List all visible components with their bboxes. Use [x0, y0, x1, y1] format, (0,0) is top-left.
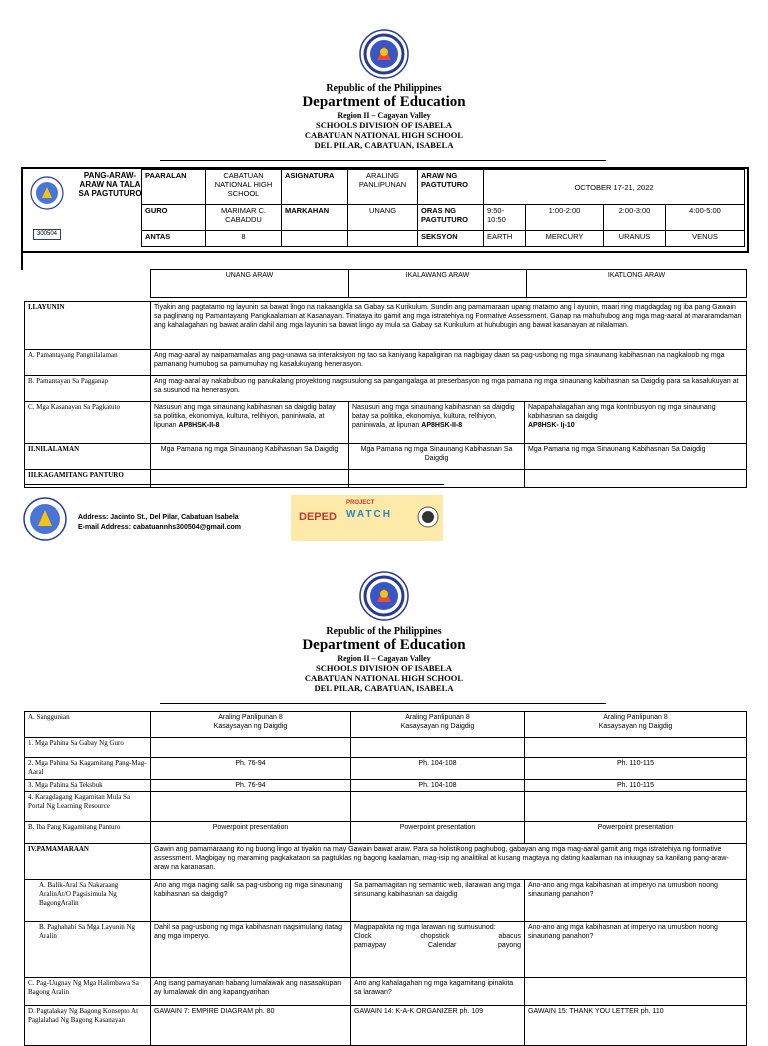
lr-label: 4. Karagdagang Kagamitan Mula Sa Portal Ng Learning Resource [25, 792, 151, 822]
code-day3: AP8HSK- Ij-10 [528, 422, 575, 429]
footer-address: Address: Jacinto St., Del Pilar, Cabatuan Isabela [78, 514, 239, 521]
araw-value: OCTOBER 17-21, 2022 [484, 170, 745, 205]
address-text-2: DEL PILAR, CABATUAN, ISABELA [314, 683, 454, 693]
watch-text: WATCH [346, 509, 392, 520]
guro-label: GURO [142, 205, 206, 231]
code-day1: AP8HSK-II-8 [178, 422, 220, 429]
oras-2: 1:00-2:00 [526, 205, 604, 231]
kagamitang-label: 2. Mga Pahina Sa Kagamitang Pang-Mag-Aaral [25, 758, 151, 780]
paaralan-value: CABATUAN NATIONAL HIGH SCHOOL [206, 170, 282, 205]
header-divider-2 [160, 703, 606, 704]
kasanayan-day2: Nasusuri ang mga sinaunang kabihasnan sa daigdig batay sa politika, ekonomiya, kultura, relihiyon, paniniwala, at lipunan AP8HSK-II-8 [349, 402, 525, 444]
pagtalakay-day3: GAWAIN 15: THANK YOU LETTER ph. 110 [525, 1006, 747, 1046]
footer-email: E-mail Address: cabatuannhs300504@gmail.com [78, 524, 241, 531]
balik-day3: Ano-ano ang mga kabihasnan at imperyo na umusbon noong sinaunang panahon? [525, 880, 747, 922]
pag-uugnay-day2: Ano ang kahalagahan ng mga kagamitang ipinakita sa larawan? [351, 978, 525, 1006]
balik-day2: Sa pamamagitan ng semantic web, ilarawan ang mga sinsunang kabihasnan sa daigdig [351, 880, 525, 922]
dll-title: PANG-ARAW-ARAW NA TALA SA PAGTUTURO [78, 171, 142, 198]
kasanayan-day3: Napapahalagahan ang mga kontribusyon ng mga sinaunang kabihasnan sa daigdig AP8HSK- Ij-10 [525, 402, 747, 444]
pagganap-text: Ang mag-aaral ay nakabubuo ng panukalang proyektong nagsusulong sa pangangalaga at preserbasyon ng mga pamana ng mga sinaunang kabihasnan sa Daigdig para sa kasalukuyan at sa susunod na henerasyon. [151, 376, 747, 402]
division-seal-icon [417, 505, 439, 529]
deped-logo-text: DEPED [299, 511, 337, 523]
sanggunian-day2: Araling Panlipunan 8 Kasaysayan ng Daigdig [351, 712, 525, 738]
kagamitan-label: III.KAGAMITANG PANTURO [25, 470, 151, 488]
pag-uugnay-day3 [525, 978, 747, 1006]
asignatura-label: ASIGNATURA [282, 170, 348, 205]
sanggunian-day1: Araling Panlipunan 8 Kasaysayan ng Daigdig [151, 712, 351, 738]
day-2-header: IKALAWANG ARAW [349, 270, 527, 298]
teksbuk-day1: Ph. 76-94 [151, 780, 351, 792]
address-text: DEL PILAR, CABATUAN, ISABELA [314, 140, 454, 150]
balik-day1: Ano ang mga naging salik sa pag-usbong ng mga sinaunang kabihasnan sa daigdig? [151, 880, 351, 922]
side-rule [21, 250, 23, 270]
school-id-badge: 300504 [33, 229, 61, 240]
paghahabi-label: B. Paghahabi Sa Mga Layunin Ng Aralin [25, 922, 151, 978]
pictures-row-2: pamaypay Calendar payong [354, 942, 521, 949]
iba-day2: Powerpoint presentation [351, 822, 525, 844]
division-text: SCHOOLS DIVISION OF ISABELA [316, 120, 452, 130]
day-header-table [150, 269, 747, 298]
nilalaman-day3: Mga Pamana ng mga Sinaunang Kabihasnan Sa Daigdig [525, 444, 747, 470]
markahan-label: MARKAHAN [282, 205, 348, 231]
antas-value: 8 [206, 231, 282, 247]
day-3-header: IKATLONG ARAW [527, 270, 747, 298]
kagamitang-day1: Ph. 76-94 [151, 758, 351, 780]
deped-seal-icon [359, 28, 409, 80]
iba-day3: Powerpoint presentation [525, 822, 747, 844]
nilalaman-day2: Mga Pamana ng mga Sinaunang Kabihasnan Sa Daigdig [349, 444, 525, 470]
region-text-2: Region II – Cagayan Valley [337, 654, 431, 663]
page2-header [0, 626, 768, 693]
teksbuk-day2: Ph. 104-108 [351, 780, 525, 792]
page2-table [24, 711, 747, 1046]
school-text: CABATUAN NATIONAL HIGH SCHOOL [304, 130, 464, 140]
kasanayan-day1: Nasusuri ang mga sinaunang kabihasnan sa daigdig batay sa politika, ekonomiya, kultura, relihiyon, paniniwala, at lipunan AP8HSK-II-8 [151, 402, 349, 444]
division-text-2: SCHOOLS DIVISION OF ISABELA [316, 663, 452, 673]
iba-day1: Powerpoint presentation [151, 822, 351, 844]
antas-label: ANTAS [142, 231, 206, 247]
teksbuk-day3: Ph. 110-115 [525, 780, 747, 792]
pagganap-label: B. Pamantayan Sa Pagganap [25, 376, 151, 402]
oras-label: ORAS NG PAGTUTURO [418, 205, 484, 231]
republic-text: Republic of the Philippines [326, 83, 442, 94]
pictures-row-1: Clock chopstick abacus [354, 933, 521, 940]
guro-value: MARIMAR C. CABADDU [206, 205, 282, 231]
araw-label: ARAW NG PAGTUTURO [418, 170, 484, 205]
paghahabi-day1: Dahil sa pag-usbong ng mga kabihasnan nagsimulang itatag ang mga imperyo. [151, 922, 351, 978]
oras-1: 9:50-10:50 [484, 205, 526, 231]
nilalaman-label: II.NILALAMAN [25, 444, 151, 470]
seksyon-1: EARTH [484, 231, 526, 247]
kagamitang-day2: Ph. 104-108 [351, 758, 525, 780]
pagtalakay-day1: GAWAIN 7: EMPIRE DIAGRAM ph. 80 [151, 1006, 351, 1046]
department-text: Department of Education [302, 94, 466, 110]
region-text: Region II – Cagayan Valley [337, 111, 431, 120]
pagtalakay-label: D. Pagtalakay Ng Bagong Konsepto At Paglalahad Ng Bagong Kasanayan [25, 1006, 151, 1046]
day-1-header: UNANG ARAW [151, 270, 349, 298]
pangnilalaman-label: A. Pamantayang Pangnilalaman [25, 350, 151, 376]
footer-seal-icon [22, 496, 68, 542]
header-divider [160, 160, 606, 161]
kasanayan-label: C. Mga Kasanayan Sa Pagkatuto [25, 402, 151, 444]
project-text: PROJECT [346, 500, 375, 506]
pagtalakay-day2: GAWAIN 14: K-A-K ORGANIZER ph. 109 [351, 1006, 525, 1046]
layunin-label: I.LAYUNIN [25, 302, 151, 350]
school-seal-icon [30, 175, 64, 211]
school-text-2: CABATUAN NATIONAL HIGH SCHOOL [304, 673, 464, 683]
info-table [141, 169, 745, 247]
paaralan-label: PAARALAN [142, 170, 206, 205]
pag-uugnay-label: C. Pag-Uugnay Ng Mga Halimbawa Sa Bagong Aralin [25, 978, 151, 1006]
deped-seal-icon-2 [359, 570, 409, 622]
balik-label: A. Balik-Aral Sa Nakaraang AralinAt/O Pagsisimula Ng BagongAralin [25, 880, 151, 922]
page1-bottom-rule [24, 484, 444, 485]
paghahabi-day3: Ano-ano ang mga kabihasnan at imperyo na umusbon noong sinaunang panahon? [525, 922, 747, 978]
pamamaraan-text: Gawin ang pamamaraang ito ng buong lingo at tiyakin na may Gawain bawat araw. Para sa holistikong paghubog, gabayan ang mga mag-aaral gamit ang mga istratehiya ng formative assessment. Magbigay ng maraming pagkakataon sa pagtuklas ng bagong kaalaman, mag-isip ng analitikal at kusang magtaya ng dating kaalaman na iniuugnay sa kanilang pang-araw-araw na karanasan. [151, 844, 747, 880]
seksyon-2: MERCURY [526, 231, 604, 247]
pangnilalaman-text: Ang mag-aaral ay naipamamalas ang pag-unawa sa interaksiyon ng tao sa kaniyang kapaligiran na nagbigay daan sa pag-usbong ng mga sinaunang kabihasnan na nagkaloob ng mga pamanang humubog sa pamumuhay ng kasalukuyang henerasyon. [151, 350, 747, 376]
pag-uugnay-day1: Ang isang pamayanan habang lumalawak ang nasasakupan ay lumalawak din ang kapangyarihan [151, 978, 351, 1006]
teksbuk-label: 3. Mga Pahina Sa Teksbuk [25, 780, 151, 792]
markahan-value: UNANG [348, 205, 418, 231]
oras-4: 4:00-5:00 [666, 205, 745, 231]
seksyon-4: VENUS [666, 231, 745, 247]
oras-3: 2:00-3:00 [604, 205, 666, 231]
republic-text-2: Republic of the Philippines [326, 626, 442, 637]
sanggunian-day3: Araling Panlipunan 8 Kasaysayan ng Daigdig [525, 712, 747, 738]
code-day2: AP8HSK-II-8 [421, 422, 463, 429]
kagamitang-day3: Ph. 110-115 [525, 758, 747, 780]
seksyon-label: SEKSYON [418, 231, 484, 247]
pamamaraan-label: IV.PAMAMARAAN [25, 844, 151, 880]
layunin-text: Tiyakin ang pagtatamo ng layunin sa bawat lingo na nakaangkla sa Gabay sa Kurikulum. Sundin ang pamamaraan upang matamo ang l ayunin, maari ring magdagdag ng iba pang Gawain sa paglinang ng Pamantayang Pangkaalaman at Kasanayan. Tinataya ito gamit ang mga istratehiya ng Formative Assessment. Ganap na mahuhubog ang mga mag-aaral at mararamdaman ang kahalagahan ng bawat aralin dahil ang mga layunin sa bawat lingo ay mula sa Gabay sa Kurikulum at huhubugin ang bawat kasanayan at nilalaman. [151, 302, 747, 350]
department-text-2: Department of Education [302, 637, 466, 653]
page1-header [0, 83, 768, 150]
layunin-table [24, 301, 747, 488]
iba-label: B. Iba Pang Kagamitang Panturo [25, 822, 151, 844]
gabay-label: 1. Mga Pahina Sa Gabay Ng Guro [25, 738, 151, 758]
sanggunian-label: A. Sanggunian [25, 712, 151, 738]
nilalaman-day1: Mga Pamana ng mga Sinaunang Kabihasnan Sa Daigdig [151, 444, 349, 470]
asignatura-value: ARALING PANLIPUNAN [348, 170, 418, 205]
footer-logos [291, 495, 443, 541]
paghahabi-day2: Magpapakita ng mga larawan ng sumusunod: Clock chopstick abacus pamaypay Calendar payong [351, 922, 525, 978]
seksyon-3: URANUS [604, 231, 666, 247]
